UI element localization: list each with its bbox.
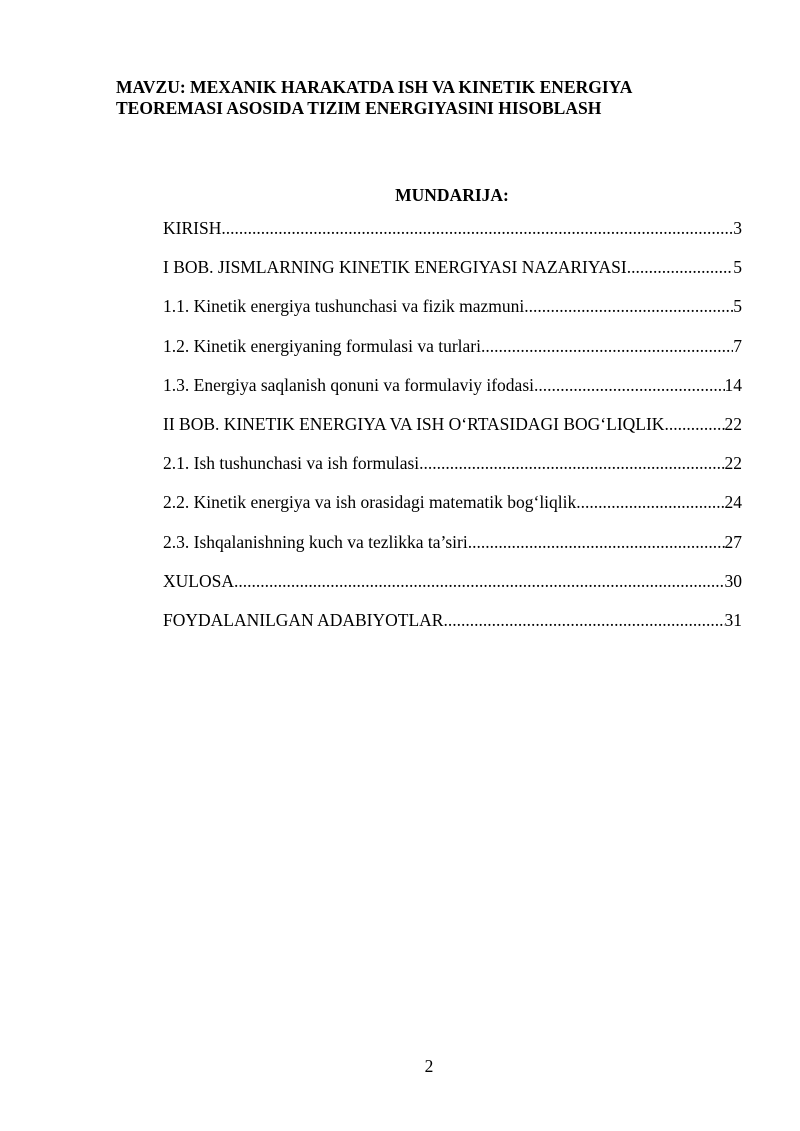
toc-entry-label: 2.1. Ish tushunchasi va ish formulasi xyxy=(163,453,420,474)
toc-leader-dots xyxy=(419,453,724,474)
toc-entry-label: XULOSA xyxy=(163,570,234,591)
toc-entry-label: I BOB. JISMLARNING KINETIK ENERGIYASI NAZARIYASI xyxy=(163,257,627,278)
title-line-1: MAVZU: MEXANIK HARAKATDA ISH VA KINETIK ENERGIYA xyxy=(116,77,633,97)
toc-leader-dots xyxy=(234,571,725,592)
toc-entry-label: FOYDALANILGAN ADABIYOTLAR xyxy=(163,609,444,630)
toc-entry-1-2[interactable] xyxy=(163,336,742,375)
toc-entry-2-1[interactable] xyxy=(163,453,742,492)
toc-entry-page: 7 xyxy=(733,335,742,356)
toc-entry-1-1[interactable] xyxy=(163,296,742,335)
toc-leader-dots xyxy=(468,532,725,553)
toc-heading: MUNDARIJA: xyxy=(395,185,509,205)
toc-entry-label: 1.3. Energiya saqlanish qonuni va formulaviy ifodasi xyxy=(163,374,534,395)
toc-entry-chapter-2[interactable] xyxy=(163,414,742,453)
toc-leader-dots xyxy=(221,218,733,239)
toc-leader-dots xyxy=(443,610,724,631)
toc-entry-label: 1.1. Kinetik energiya tushunchasi va fizik mazmuni xyxy=(163,296,525,317)
document-title xyxy=(116,77,736,119)
toc-entry-2-3[interactable] xyxy=(163,532,742,571)
toc-leader-dots xyxy=(534,375,725,396)
toc-entry-page: 3 xyxy=(733,218,742,238)
toc-entry-label: KIRISH xyxy=(163,218,222,238)
toc-entry-page: 22 xyxy=(724,413,742,434)
toc-entry-page: 14 xyxy=(724,374,742,395)
toc-leader-dots xyxy=(627,257,734,278)
toc-entry-2-2[interactable] xyxy=(163,492,742,531)
page-number: 2 xyxy=(424,1056,434,1076)
toc-entry-page: 5 xyxy=(733,257,742,278)
toc-leader-dots xyxy=(664,414,724,435)
toc-entry-page: 31 xyxy=(724,609,742,630)
toc-entry-page: 5 xyxy=(733,296,742,317)
toc-leader-dots xyxy=(576,492,724,513)
toc-entry-chapter-1[interactable] xyxy=(163,257,742,296)
toc-entry-label: 2.3. Ishqalanishning kuch va tezlikka ta’siri xyxy=(163,531,468,552)
toc-entry-page: 22 xyxy=(724,453,742,474)
toc-entry-label: 2.2. Kinetik energiya va ish orasidagi matematik bog‘liqlik xyxy=(163,492,577,513)
title-line-2: TEOREMASI ASOSIDA TIZIM ENERGIYASINI HISOBLASH xyxy=(116,98,602,118)
toc-entry-page: 30 xyxy=(724,570,742,591)
toc-entry-page: 24 xyxy=(724,492,742,513)
table-of-contents xyxy=(163,218,742,649)
toc-leader-dots xyxy=(524,296,733,317)
toc-entry-xulosa[interactable] xyxy=(163,571,742,610)
toc-entry-kirish[interactable] xyxy=(163,218,742,257)
toc-entry-page: 27 xyxy=(724,531,742,552)
toc-entry-label: II BOB. KINETIK ENERGIYA VA ISH O‘RTASIDAGI BOG‘LIQLIK xyxy=(163,413,665,434)
toc-leader-dots xyxy=(481,336,733,357)
toc-entry-references[interactable] xyxy=(163,610,742,649)
toc-entry-1-3[interactable] xyxy=(163,375,742,414)
toc-entry-label: 1.2. Kinetik energiyaning formulasi va turlari xyxy=(163,335,481,356)
